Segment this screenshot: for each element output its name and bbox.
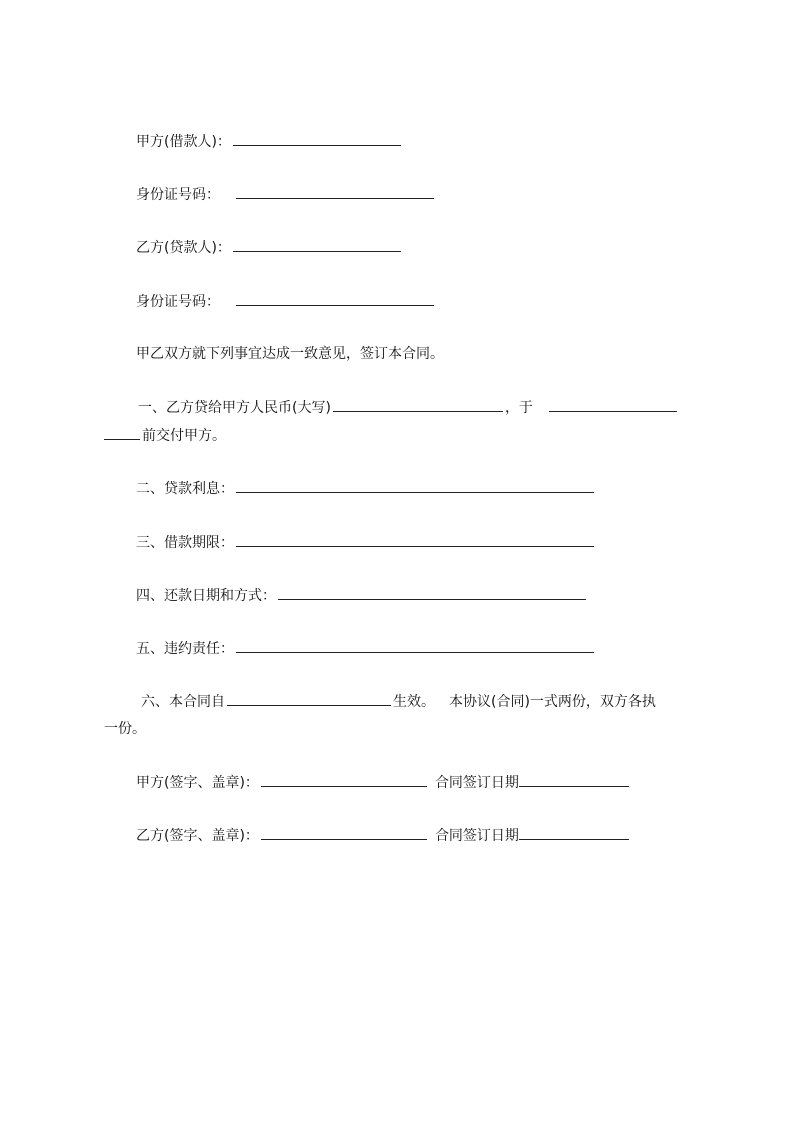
sign-date-blank-1[interactable] xyxy=(519,772,629,787)
intro-text: 甲乙双方就下列事宜达成一致意见，签订本合同。 xyxy=(136,346,444,362)
party-a-blank[interactable] xyxy=(233,131,401,146)
repayment-blank[interactable] xyxy=(278,585,586,600)
party-b-row xyxy=(136,237,403,257)
clause-6-effective: 生效。 xyxy=(393,694,435,710)
clause-3-row xyxy=(136,532,596,552)
id-label-1: 身份证号码： xyxy=(136,187,220,203)
party-b-label: 乙方(贷款人)： xyxy=(136,240,231,256)
sign-b-label: 乙方(签字、盖章)： xyxy=(136,828,259,844)
clause-6-end: 一份。 xyxy=(104,721,146,737)
party-b-blank[interactable] xyxy=(233,237,401,252)
clause-2-label: 二、贷款利息： xyxy=(136,481,234,497)
id-row-1 xyxy=(136,184,436,204)
id-row-2 xyxy=(136,291,436,311)
clause-2-row xyxy=(136,478,596,498)
amount-blank[interactable] xyxy=(333,397,503,412)
clause-1-connector: ，于 xyxy=(504,400,533,416)
sign-a-blank[interactable] xyxy=(261,772,427,787)
term-blank[interactable] xyxy=(236,532,594,547)
clause-5-label: 五、违约责任： xyxy=(136,641,234,657)
liability-blank[interactable] xyxy=(236,638,594,653)
interest-blank[interactable] xyxy=(236,478,594,493)
clause-1-label: 一、乙方贷给甲方人民币(大写) xyxy=(138,400,331,416)
id-label-2: 身份证号码： xyxy=(136,294,220,310)
clause-4-label: 四、还款日期和方式： xyxy=(136,588,276,604)
clause-6-row xyxy=(141,691,656,711)
sign-date-label-2: 合同签订日期 xyxy=(434,828,519,844)
clause-5-row xyxy=(136,638,596,658)
clause-1-row xyxy=(138,397,679,417)
sign-date-label-1: 合同签订日期 xyxy=(434,775,519,791)
sign-b-row xyxy=(136,825,631,845)
delivery-date-blank[interactable] xyxy=(549,397,677,412)
clause-1-end: 前交付甲方。 xyxy=(142,428,226,444)
effective-date-blank[interactable] xyxy=(227,691,391,706)
sign-a-row xyxy=(136,772,631,792)
delivery-date-blank-cont[interactable] xyxy=(104,425,140,440)
sign-a-label: 甲方(签字、盖章)： xyxy=(136,775,259,791)
clause-6-copies: 本协议(合同)一式两份，双方各执 xyxy=(449,694,656,710)
sign-date-blank-2[interactable] xyxy=(519,825,629,840)
clause-4-row xyxy=(136,585,588,605)
id-blank-2[interactable] xyxy=(236,291,434,306)
party-a-label: 甲方(借款人)： xyxy=(136,134,231,150)
clause-6-label: 六、本合同自 xyxy=(141,694,225,710)
clause-3-label: 三、借款期限： xyxy=(136,535,234,551)
clause-1-row-2 xyxy=(104,425,226,445)
sign-b-blank[interactable] xyxy=(261,825,427,840)
id-blank-1[interactable] xyxy=(236,184,434,199)
party-a-row xyxy=(136,131,403,151)
